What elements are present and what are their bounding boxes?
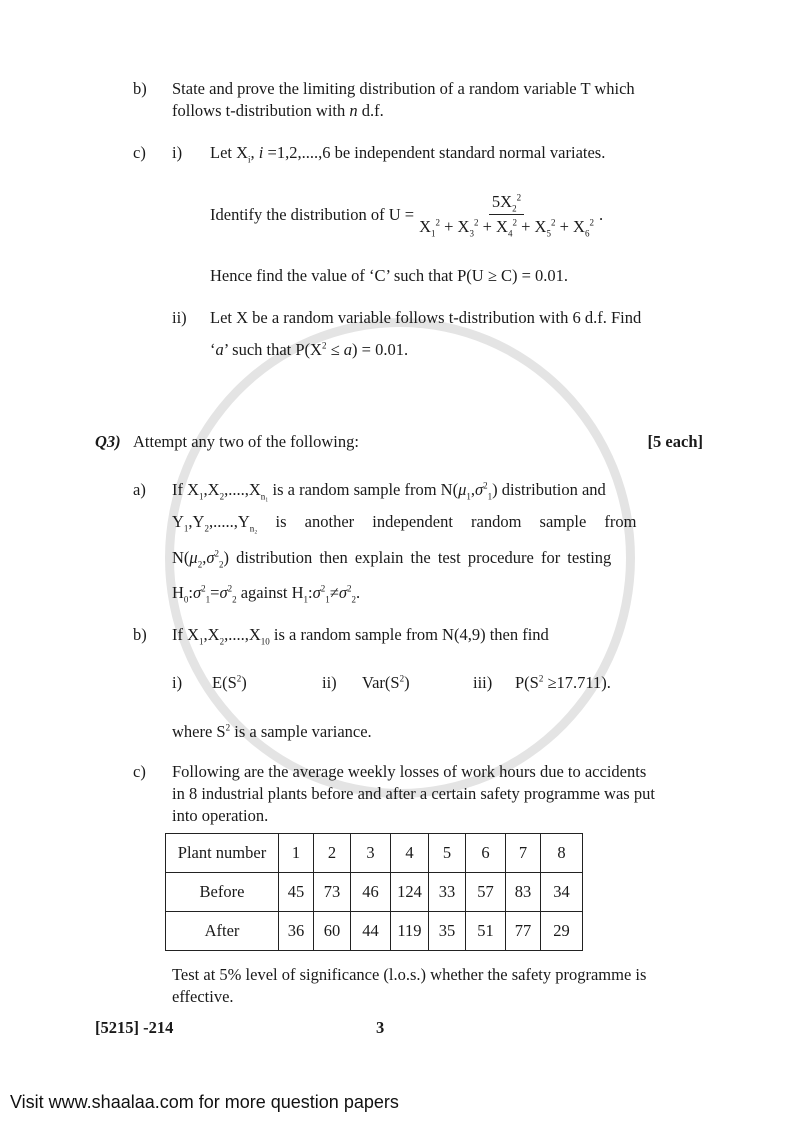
subscript: 6 [584, 228, 590, 239]
q3b-where [172, 722, 372, 742]
q2c-i-text [210, 143, 605, 163]
q3-instruction: Attempt any two of the following: [133, 432, 359, 451]
subscript: 1 [183, 523, 189, 534]
q3a-label: a) [133, 480, 146, 499]
paper-code: [5215] -214 [95, 1018, 174, 1037]
plant-losses-table [165, 833, 583, 951]
formula-lead: Identify the distribution of U = [210, 204, 415, 224]
text-segment: + X [440, 217, 470, 236]
text-segment: , [202, 548, 207, 567]
text-segment: ,Y [188, 512, 205, 531]
table-cell: 35 [429, 912, 466, 951]
text-segment: . [355, 583, 361, 602]
table-cell: 36 [279, 912, 314, 951]
table-cell: 51 [466, 912, 506, 951]
header-cell: 1 [279, 834, 314, 873]
text-segment: E(S [212, 673, 237, 692]
q3-label: Q3) [95, 432, 121, 451]
supscript: 2 [550, 217, 556, 228]
supscript: 2 [483, 480, 488, 491]
subscript: 2 [351, 594, 356, 605]
subscript: 1 [205, 594, 211, 605]
subscript: 2 [219, 636, 225, 647]
page-number: 3 [376, 1018, 385, 1037]
text-segment: Let X [210, 143, 249, 162]
italic-symbol: σ [475, 480, 484, 499]
q3b-part-i-expr [212, 673, 247, 693]
table-cell: 46 [351, 873, 391, 912]
text-segment: ) distribution then explain the test procedure for testing [223, 548, 612, 567]
supscript: 2 [346, 583, 352, 594]
table-row-after [166, 912, 583, 951]
text-segment: + X [478, 217, 508, 236]
q3b-part-iii-expr [515, 673, 611, 693]
table-cell: 44 [351, 912, 391, 951]
text-segment: N( [172, 548, 190, 567]
q2b-text-2 [172, 101, 384, 121]
q3b-part-iii-label: iii) [473, 673, 493, 692]
text-segment: H [172, 583, 184, 602]
site-footer-link[interactable]: Visit www.shaalaa.com for more question papers [10, 1092, 399, 1112]
text-segment: X [419, 217, 431, 236]
text-segment: ,X [203, 625, 220, 644]
supscript: 2 [589, 217, 594, 228]
q2c-label: c) [133, 143, 146, 162]
italic-symbol: μ [189, 548, 198, 567]
q3b-part-ii-expr [362, 673, 410, 693]
q3b-text [172, 625, 549, 645]
header-cell: 5 [429, 834, 466, 873]
fraction-numerator [489, 192, 524, 215]
text-segment: , [250, 143, 259, 162]
q2c-ii-label: ii) [172, 308, 187, 327]
fraction-denominator [416, 215, 597, 237]
subscript: 3 [469, 228, 474, 239]
supscript: 2 [516, 192, 522, 203]
table-cell: 77 [506, 912, 541, 951]
text-segment: ,X [203, 480, 220, 499]
q3a-text-1 [172, 480, 606, 500]
subscript: 1 [199, 491, 204, 502]
supscript: 2 [473, 217, 479, 228]
row-label: Before [166, 873, 279, 912]
subscript: 2 [218, 559, 224, 570]
table-header-row [166, 834, 583, 873]
supscript: 2 [512, 217, 517, 228]
supscript: 2 [201, 583, 206, 594]
supscript: 2 [399, 673, 405, 684]
italic-symbol: σ [312, 583, 321, 602]
q3c-text-3: into operation. [172, 806, 269, 825]
text-segment: ,....,X [224, 625, 261, 644]
subscript: 0 [183, 594, 189, 605]
subscript: 2 [512, 203, 517, 214]
subscript: 1 [487, 491, 493, 502]
subscript: 1 [431, 228, 436, 239]
table-cell: 124 [391, 873, 429, 912]
table-cell: 119 [391, 912, 429, 951]
q3a-text-4 [172, 583, 360, 603]
subscript: 1 [303, 594, 309, 605]
text-segment: follows t-distribution with [172, 101, 350, 120]
table-cell: 73 [314, 873, 351, 912]
q3c-test-2: effective. [172, 987, 234, 1006]
text-segment: is a random sample from N( [268, 480, 459, 499]
text-segment: 5X [491, 192, 513, 211]
text-segment: ,....,X [224, 480, 261, 499]
table-cell: 34 [541, 873, 583, 912]
header-cell: 4 [391, 834, 429, 873]
row-label: After [166, 912, 279, 951]
q3c-test-1: Test at 5% level of significance (l.o.s.) whether the safety programme is [172, 965, 647, 984]
table-cell: 60 [314, 912, 351, 951]
text-segment: = [210, 583, 220, 602]
supscript: 2 [236, 673, 242, 684]
subscript: 2 [197, 559, 203, 570]
text-segment: ≤ [326, 340, 344, 359]
text-segment: ) [404, 673, 410, 692]
table-row-before [166, 873, 583, 912]
subscript: 2 [204, 523, 209, 534]
subscript: 4 [507, 228, 513, 239]
supscript: 2 [435, 217, 440, 228]
text-segment: , [470, 480, 476, 499]
text-segment: where S [172, 722, 226, 741]
text-segment: ‘ [210, 340, 216, 359]
italic-symbol: σ [206, 548, 215, 567]
italic-symbol: n [349, 101, 358, 120]
supscript: 2 [214, 548, 219, 559]
text-segment: If X [172, 625, 200, 644]
italic-symbol: i [258, 143, 264, 162]
fraction [416, 192, 597, 237]
text-segment: against H [236, 583, 304, 602]
header-cell: 6 [466, 834, 506, 873]
italic-symbol: a [215, 340, 224, 359]
table-cell: 29 [541, 912, 583, 951]
q3b-part-i-label: i) [172, 673, 183, 692]
text-segment: is another independent random sample from [257, 512, 637, 531]
q2c-ii-text-2 [210, 340, 408, 360]
text-segment: =1,2,....,6 be independent standard normal variates. [263, 143, 606, 162]
supscript: 2 [225, 722, 231, 733]
q2c-i-label: i) [172, 143, 183, 162]
text-segment: is a sample variance. [230, 722, 372, 741]
italic-symbol: μ [458, 480, 467, 499]
text-segment: Y [172, 512, 184, 531]
text-segment: + X [516, 217, 547, 236]
q2b-text-1: State and prove the limiting distribution of a random variable T which [172, 79, 635, 98]
q3c-text-2: in 8 industrial plants before and after a certain safety programme was put [172, 784, 655, 803]
subscript: 1 [466, 491, 471, 502]
table-cell: 83 [506, 873, 541, 912]
supscript: 2 [538, 673, 544, 684]
header-cell: 7 [506, 834, 541, 873]
text-segment: + X [555, 217, 585, 236]
q3b-part-ii-label: ii) [322, 673, 337, 692]
text-segment: Var(S [362, 673, 400, 692]
supscript: 2 [320, 583, 326, 594]
supscript: 2 [227, 583, 233, 594]
q3a-text-2 [172, 512, 637, 532]
text-segment: is a random sample from N(4,9) then find [269, 625, 549, 644]
q3a-text-3 [172, 548, 611, 568]
table-cell: 33 [429, 873, 466, 912]
text-segment: ,.....,Y [208, 512, 250, 531]
q3-marks: [5 each] [647, 432, 703, 451]
italic-symbol: σ [219, 583, 228, 602]
subscript: i [248, 154, 251, 165]
text-segment: ’ such that P(X [223, 340, 322, 359]
header-cell: Plant number [166, 834, 279, 873]
italic-symbol: a [343, 340, 353, 359]
q3c-label: c) [133, 762, 146, 781]
subscript: n₁ [260, 491, 269, 502]
subscript: 1 [325, 594, 330, 605]
text-segment: : [188, 583, 194, 602]
header-cell: 2 [314, 834, 351, 873]
italic-symbol: σ [338, 583, 347, 602]
italic-symbol: σ [193, 583, 202, 602]
text-segment: P(S [515, 673, 539, 692]
table-cell: 45 [279, 873, 314, 912]
q3c-text-1: Following are the average weekly losses of work hours due to accidents [172, 762, 647, 781]
text-segment: : [308, 583, 313, 602]
q3b-label: b) [133, 625, 147, 644]
subscript: 2 [232, 594, 237, 605]
subscript: 1 [199, 636, 204, 647]
text-segment: d.f. [357, 101, 384, 120]
text-segment: If X [172, 480, 200, 499]
q2b-label: b) [133, 79, 147, 98]
text-segment: ) distribution and [492, 480, 606, 499]
header-cell: 3 [351, 834, 391, 873]
table-cell: 57 [466, 873, 506, 912]
text-segment: ≠ [329, 583, 339, 602]
q2c-ii-text-1: Let X be a random variable follows t-distribution with 6 d.f. Find [210, 308, 642, 327]
subscript: 10 [260, 636, 270, 647]
subscript: 5 [546, 228, 551, 239]
text-segment: ) [241, 673, 247, 692]
text-segment: ≥17.711). [543, 673, 611, 692]
supscript: 2 [321, 340, 327, 351]
text-segment: ) = 0.01. [352, 340, 409, 359]
period: . [598, 204, 604, 224]
q2c-i-hence: Hence find the value of ‘C’ such that P(U ≥ C) = 0.01. [210, 266, 569, 285]
header-cell: 8 [541, 834, 583, 873]
subscript: n₂ [249, 523, 258, 534]
subscript: 2 [219, 491, 225, 502]
q2c-i-formula [210, 192, 603, 237]
